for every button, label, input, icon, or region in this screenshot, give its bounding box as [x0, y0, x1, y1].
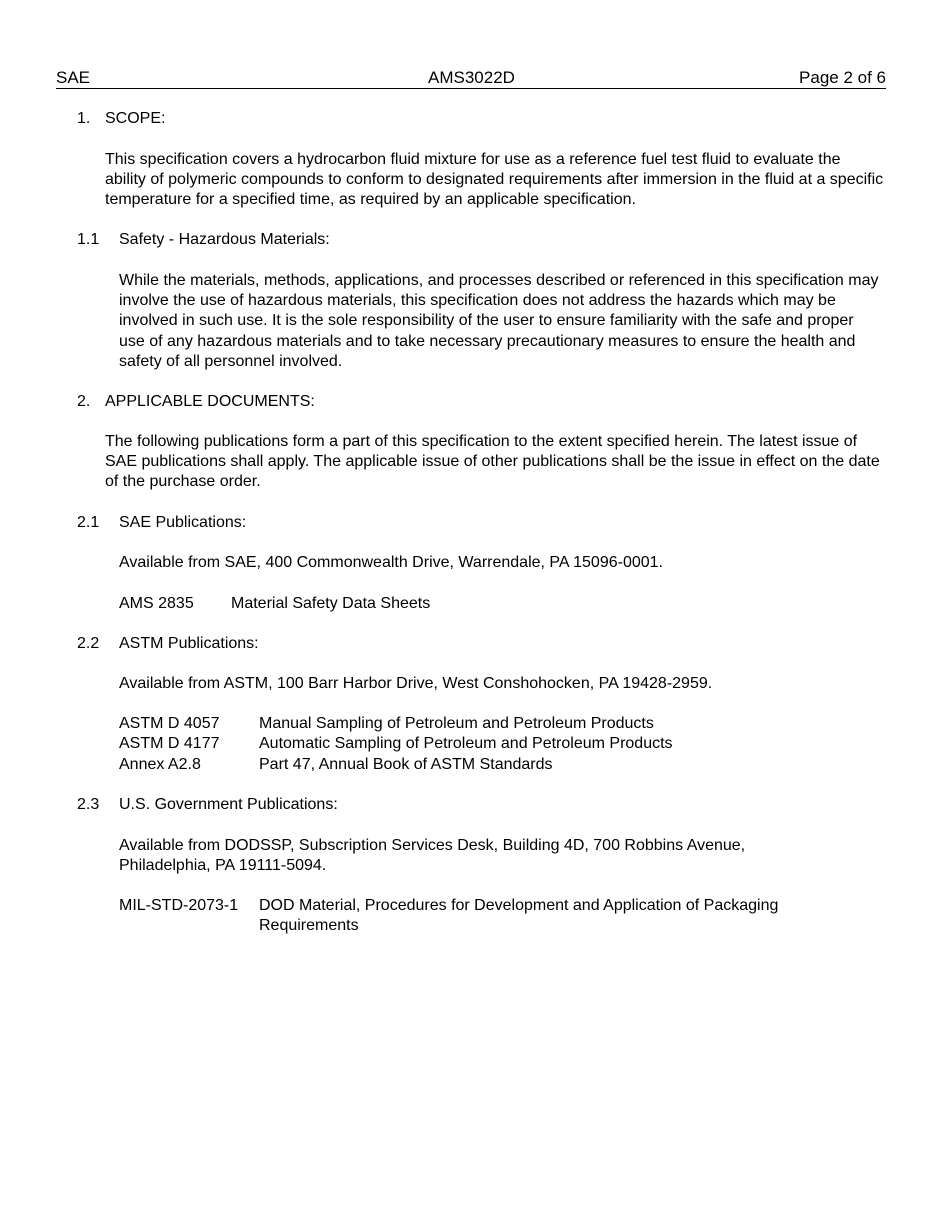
reference-code: AMS 2835	[119, 595, 194, 612]
section-1-body: This specification covers a hydrocarbon fluid mixture for use as a reference fuel test fluid to evaluate the ability of polymeric compounds to conform to designated requirements after immersion in the fluid at a specific temperature for a specified time, as required by an applicable specification.	[105, 151, 884, 209]
section-2-2-source: Available from ASTM, 100 Barr Harbor Drive, West Conshohocken, PA 19428-2959.	[119, 675, 713, 692]
section-2-1-source: Available from SAE, 400 Commonwealth Drive, Warrendale, PA 15096-0001.	[119, 554, 663, 571]
section-2-body: The following publications form a part of this specification to the extent specified herein. The latest issue of SAE publications shall apply. The applicable issue of other publications shall be the issue in effect on the date of the purchase order.	[105, 433, 880, 491]
reference-code: ASTM D 4057	[119, 715, 220, 732]
section-2-2-title: ASTM Publications:	[119, 635, 259, 652]
reference-title: DOD Material, Procedures for Development and Application of Packaging Requirements	[259, 897, 779, 935]
section-1-number: 1.	[77, 110, 91, 127]
section-2-title: APPLICABLE DOCUMENTS:	[105, 393, 315, 410]
reference-code: Annex A2.8	[119, 756, 201, 773]
section-2-3-source: Available from DODSSP, Subscription Services Desk, Building 4D, 700 Robbins Avenue, Philadelphia, PA 19111-5094.	[119, 837, 746, 875]
reference-code: MIL-STD-2073-1	[119, 897, 239, 914]
reference-title: Manual Sampling of Petroleum and Petroleum Products	[259, 715, 654, 732]
section-2-2-number: 2.2	[77, 635, 100, 652]
reference-title: Part 47, Annual Book of ASTM Standards	[259, 756, 553, 773]
reference-title: Material Safety Data Sheets	[231, 595, 431, 612]
section-1-1-title: Safety - Hazardous Materials:	[119, 231, 330, 248]
header-org: SAE	[56, 68, 91, 87]
section-2-3-title: U.S. Government Publications:	[119, 796, 338, 813]
section-2-1-number: 2.1	[77, 514, 100, 531]
header-doc-number: AMS3022D	[428, 68, 515, 87]
section-2-number: 2.	[77, 393, 91, 410]
section-1-1-number: 1.1	[77, 231, 100, 248]
header-page-number: Page 2 of 6	[799, 68, 886, 87]
section-1-title: SCOPE:	[105, 110, 166, 127]
section-2-3-number: 2.3	[77, 796, 100, 813]
page-header	[56, 68, 886, 89]
section-1-1-body: While the materials, methods, applications, and processes described or referenced in this specification may involve the use of hazardous materials, this specification does not address the hazards which may be involved in such use. It is the sole responsibility of the user to ensure familiarity with the safe and proper use of any hazardous materials and to take necessary precautionary measures to ensure the health and safety of all personnel involved.	[119, 272, 879, 370]
section-2-1-title: SAE Publications:	[119, 514, 247, 531]
reference-title: Automatic Sampling of Petroleum and Petroleum Products	[259, 735, 673, 752]
reference-code: ASTM D 4177	[119, 735, 220, 752]
